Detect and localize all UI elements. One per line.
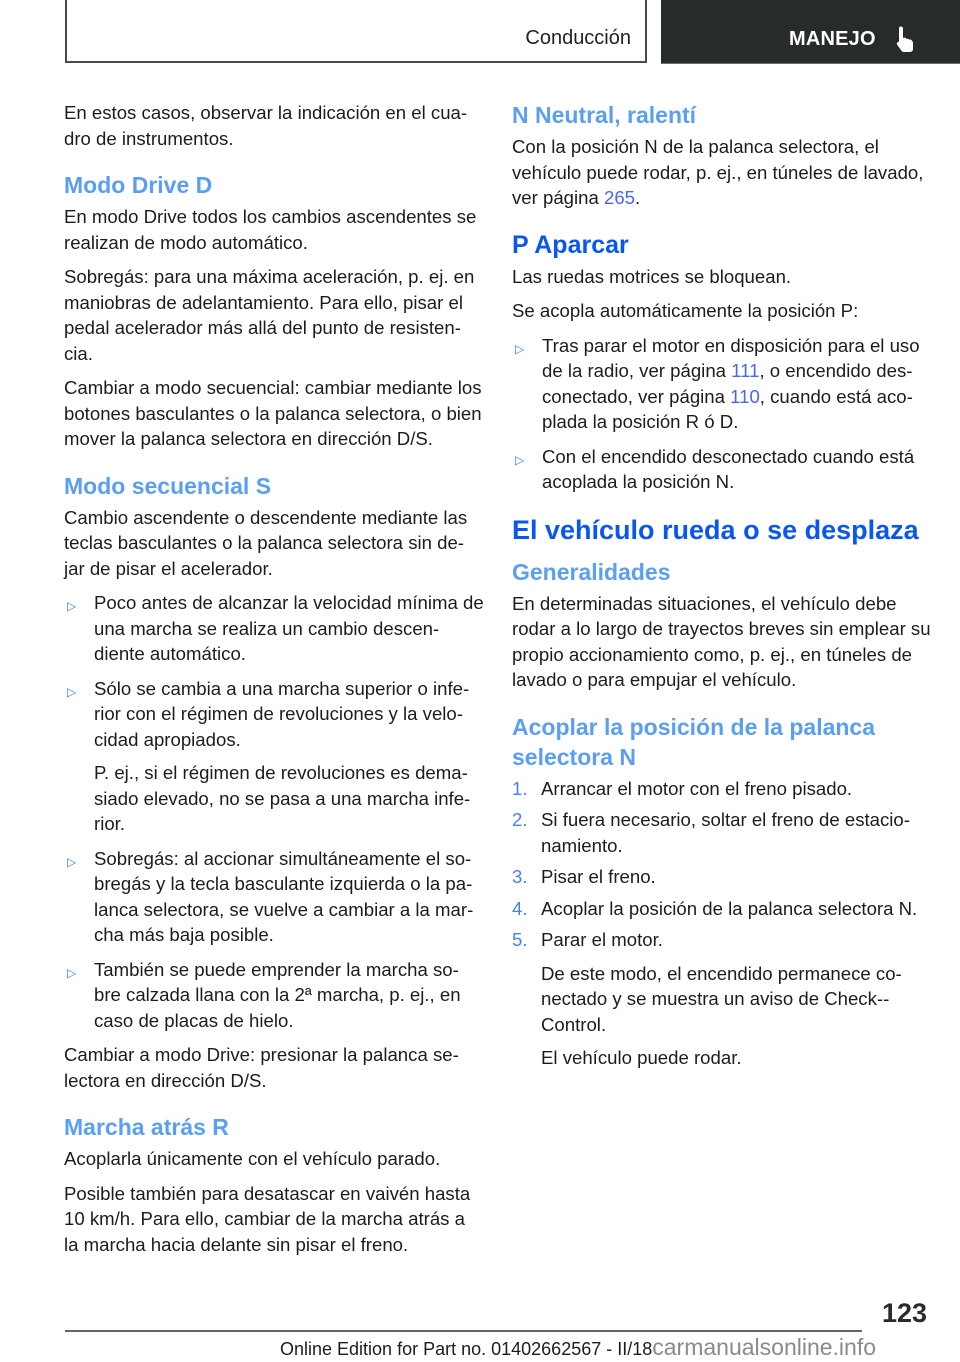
heading-drive-mode: Modo Drive D: [64, 172, 213, 198]
list-item: [512, 444, 932, 495]
step-text: Si fuera necesario, soltar el freno de estacio-namiento.: [541, 809, 910, 856]
pointing-hand-icon: [894, 25, 918, 53]
list-item-text: Sólo se cambia a una marcha superior o infe-rior con el régimen de revoluciones y la velo-cidad apropiados.: [94, 677, 470, 750]
list-item-text: Sobregás: al accionar simultáneamente el so-bregás y la tecla basculante izquierda o la pa-lanca selectora, se vuelve a cambiar a la mar-cha más baja posible.: [94, 847, 474, 945]
step-item: [512, 927, 932, 1071]
heading-general: Generalidades: [512, 558, 671, 585]
triangle-bullet-icon: ▷: [515, 452, 525, 467]
paragraph: Cambio ascendente o descendente mediante las teclas basculantes o la palanca selectora sin de-jar de pisar el acelerador.: [64, 506, 468, 579]
list-item: [64, 846, 484, 948]
intro-paragraph: En estos casos, observar la indicación en el cua-dro de instrumentos.: [64, 102, 468, 149]
list-item: [512, 333, 932, 435]
triangle-bullet-icon: ▷: [67, 854, 77, 869]
list-item: [64, 957, 484, 1034]
paragraph: Cambiar a modo Drive: presionar la palanca se-lectora en dirección D/S.: [64, 1044, 459, 1091]
paragraph: En modo Drive todos los cambios ascendentes se realizan de modo automático.: [64, 206, 477, 253]
heading-reverse: Marcha atrás R: [64, 1114, 229, 1140]
step-number: 2.: [512, 809, 528, 830]
text: Tras parar el motor en disposición para el uso de la radio, ver página: [542, 334, 920, 381]
sequential-bullet-list: [64, 590, 484, 1033]
page-number: 123: [881, 1298, 927, 1328]
step-item: [512, 807, 932, 858]
right-column: [512, 100, 932, 1077]
heading-vehicle-rolling: El vehículo rueda o se desplaza: [512, 514, 919, 545]
heading-sequential-mode: Modo secuencial S: [64, 472, 272, 499]
text: , cuando está aco-plada la posición R ó D.: [542, 385, 913, 432]
triangle-bullet-icon: ▷: [67, 684, 77, 699]
list-item-text: Con el encendido desconectado cuando está acoplada la posición N.: [542, 445, 915, 492]
step-text: Parar el motor.: [541, 929, 663, 950]
step-text: Arrancar el motor con el freno pisado.: [541, 777, 853, 799]
list-item: [64, 676, 484, 837]
step-note: El vehículo puede rodar.: [541, 1047, 742, 1068]
steps-list: [512, 776, 932, 1071]
step-item: [512, 896, 932, 922]
paragraph: Se acopla automáticamente la posición P:: [512, 300, 859, 321]
step-text: Acoplar la posición de la palanca selectora N.: [541, 897, 918, 919]
step-note: De este modo, el encendido permanece co-nectado y se muestra un aviso de Check--Control.: [541, 962, 902, 1035]
page-link-110[interactable]: 110: [730, 385, 760, 407]
list-item-note: P. ej., si el régimen de revoluciones es dema-siado elevado, no se pasa a una marcha infe-rior.: [94, 762, 471, 834]
left-column: [64, 100, 484, 1266]
chapter-tab: [661, 0, 960, 64]
heading-neutral: N Neutral, ralentí: [512, 102, 697, 128]
text: .: [635, 187, 641, 208]
step-number: 3.: [512, 866, 528, 887]
paragraph: Acoplarla únicamente con el vehículo parado.: [64, 1148, 441, 1169]
park-bullet-list: [512, 333, 932, 495]
header-section-box: [65, 0, 647, 63]
step-item: [512, 864, 932, 890]
triangle-bullet-icon: ▷: [67, 599, 77, 613]
step-number: 4.: [512, 897, 528, 919]
paragraph: Las ruedas motrices se bloquean.: [512, 265, 792, 287]
text: , o encendido des-conectado, ver página: [542, 360, 913, 407]
page-link-111[interactable]: 111: [731, 360, 760, 381]
page-link-265[interactable]: 265: [604, 187, 636, 208]
step-text: Pisar el freno.: [541, 866, 656, 887]
step-number: 1.: [512, 777, 528, 799]
triangle-bullet-icon: ▷: [515, 341, 525, 356]
heading-park: P Aparcar: [512, 230, 629, 259]
text: Con la posición N de la palanca selectora, el vehículo puede rodar, p. ej., en túneles de lavado, ver página: [512, 136, 924, 208]
step-item: [512, 776, 932, 802]
section-title: Conducción: [525, 27, 631, 49]
edition-text: Online Edition for Part no. 01402662567 - II/18: [280, 1339, 653, 1359]
paragraph: En determinadas situaciones, el vehículo debe rodar a lo largo de trayectos breves sin emplear su propio accionamiento como, p. ej., en túneles de lavado o para empujar el vehículo.: [512, 592, 931, 690]
paragraph: Posible también para desatascar en vaivén hasta 10 km/h. Para ello, cambiar de la marcha atrás a la marcha hacia delante sin pisar el freno.: [64, 1182, 471, 1255]
chapter-label: MANEJO: [789, 28, 876, 50]
list-item: [64, 590, 484, 667]
list-item-text: Poco antes de alcanzar la velocidad mínima de una marcha se realiza un cambio descen-diente automático.: [94, 592, 484, 664]
paragraph: Cambiar a modo secuencial: cambiar mediante los botones basculantes o la palanca selectora, o bien mover la palanca selectora en dirección D/S.: [64, 377, 482, 449]
triangle-bullet-icon: ▷: [67, 965, 77, 980]
list-item-text: También se puede emprender la marcha so-bre calzada llana con la 2ª marcha, p. ej., en caso de placas de hielo.: [94, 958, 461, 1031]
step-number: 5.: [512, 929, 528, 950]
paragraph: Sobregás: para una máxima aceleración, p. ej. en maniobras de adelantamiento. Para ello, pisar el pedal acelerador más allá del punto de resisten-cia.: [64, 266, 475, 364]
paragraph: [512, 134, 932, 211]
heading-engage-neutral: Acoplar la posición de la palanca selectora N: [512, 713, 876, 770]
watermark: carmanualsonline.info: [652, 1334, 877, 1360]
footer-divider: [65, 1330, 862, 1332]
footer-edition: [280, 1334, 876, 1361]
